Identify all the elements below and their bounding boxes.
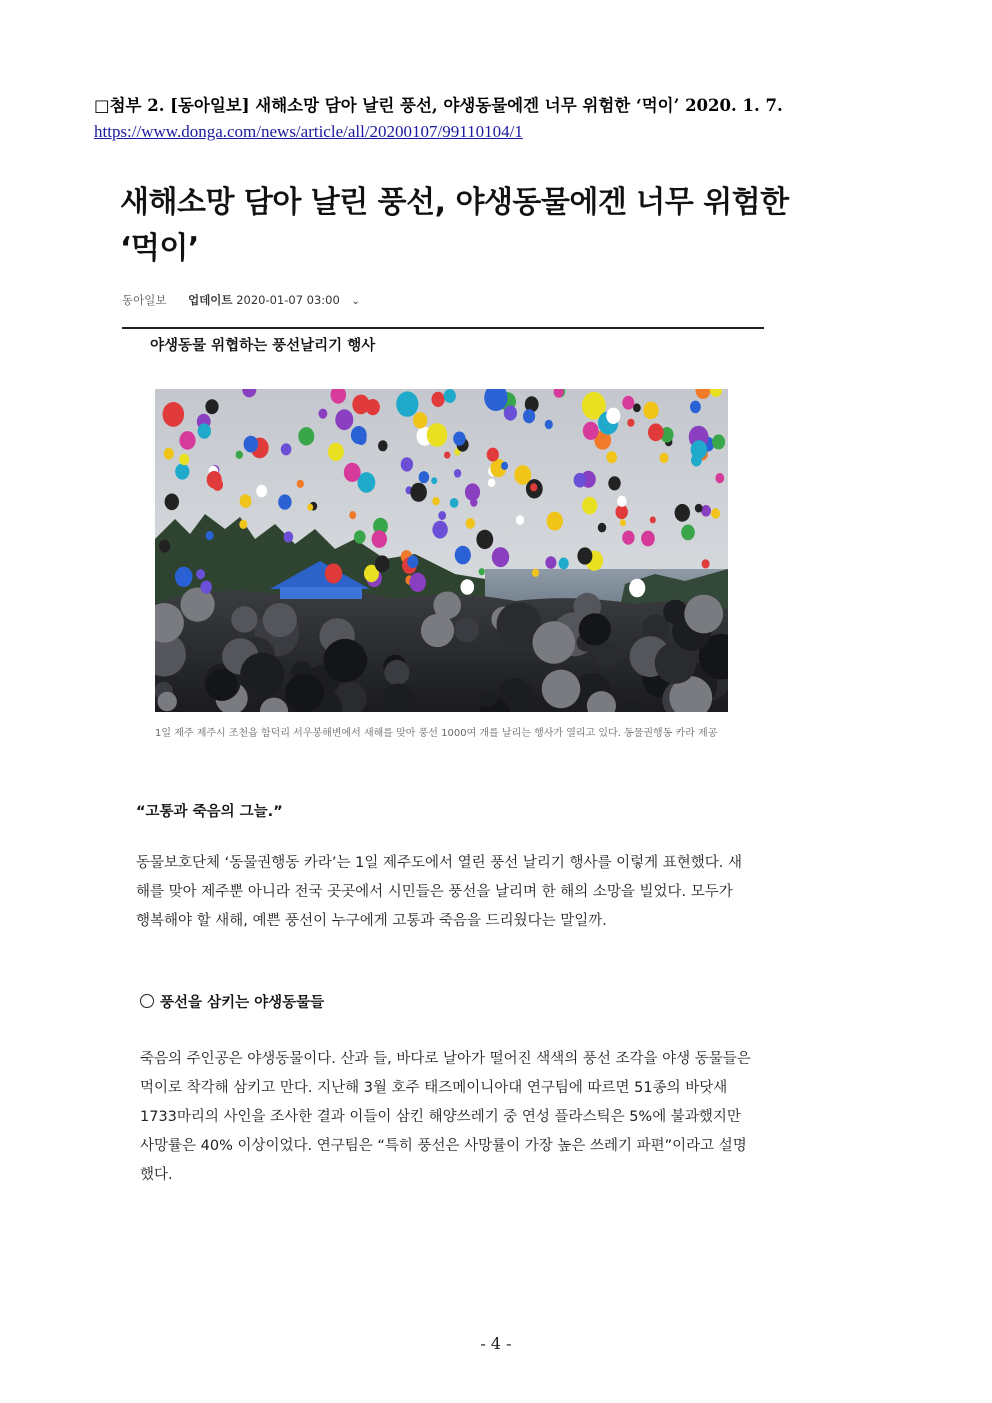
balloon (545, 556, 556, 569)
balloon (344, 463, 361, 482)
balloon (501, 462, 508, 470)
balloon (354, 530, 366, 543)
balloon (366, 399, 380, 415)
balloon (691, 454, 702, 466)
balloon (298, 427, 314, 445)
crowd-head (158, 692, 177, 711)
balloon (427, 423, 448, 447)
crowd-head (454, 617, 479, 642)
balloon (444, 452, 450, 459)
balloon (675, 504, 690, 522)
balloon (431, 477, 437, 484)
balloon (648, 423, 664, 441)
circle-bullet-icon (140, 994, 154, 1008)
balloon (598, 523, 606, 533)
body-paragraph-2: 죽음의 주인공은 야생동물이다. 산과 들, 바다로 날아가 떨어진 색색의 풍선 조각을 야생 동물들은 먹이로 착각해 삼키고 만다. 지난해 3월 호주 태즈메이니아대 연구팀에 따르면 51종의 바닷새 1733마리의 사인을 조사한 결과 이들이 삼킨 해양쓰레기 중 연성 플라스틱은 5%에 불과했지만 사망률은 40% 이상이었다. 연구팀은 “특히 풍선은 사망률이 가장 높은 쓰레기 파편”이라고 설명했다. (140, 1051, 751, 1183)
balloon (201, 581, 212, 594)
balloon (606, 451, 617, 463)
balloon (207, 471, 222, 488)
crowd-head (594, 642, 618, 666)
balloon (450, 498, 459, 508)
photo-caption: 1일 제주 제주시 조천읍 함덕리 서우봉해변에서 새해를 맞아 풍선 1000여 개를 날리는 행사가 열리고 있다. 동물권행동 카라 제공 (155, 728, 718, 739)
balloon (278, 494, 291, 509)
balloon (530, 483, 537, 491)
balloon (532, 569, 539, 577)
balloon (643, 402, 658, 420)
pull-quote: “고통과 죽음의 그늘.” (136, 804, 283, 820)
balloon (297, 480, 304, 488)
balloon (504, 405, 517, 420)
balloon (165, 494, 179, 511)
balloon (712, 434, 725, 449)
balloon (179, 454, 189, 466)
headline-line-1: 새해소망 담아 날린 풍선, 야생동물에겐 너무 위험한 (120, 185, 789, 220)
section-heading (140, 991, 324, 1012)
balloon (488, 479, 496, 488)
balloon (582, 497, 597, 515)
balloon (660, 453, 669, 463)
balloon (175, 463, 189, 479)
balloon (622, 531, 634, 545)
article-subhead: 야생동물 위협하는 풍선날리기 행사 (150, 338, 376, 354)
attachment-title: □첨부 2. [동아일보] 새해소망 담아 날린 풍선, 야생동물에겐 너무 위험한 ‘먹이’ 2020. 1. 7. (94, 96, 783, 115)
balloon (256, 485, 267, 498)
balloon (627, 419, 634, 427)
crowd-head (240, 653, 284, 697)
balloon (466, 518, 475, 529)
balloon (236, 451, 243, 459)
crowd-head (181, 588, 215, 622)
balloon (328, 443, 344, 461)
balloon (574, 473, 587, 488)
crowd-head (384, 660, 409, 685)
crowd-head (433, 592, 461, 620)
balloon (701, 505, 711, 517)
balloon (356, 433, 366, 445)
balloon (284, 531, 294, 542)
balloon (319, 409, 328, 419)
balloon (159, 540, 170, 553)
article-link[interactable]: https://www.donga.com/news/article/all/20200107/99110104/1 (94, 122, 523, 141)
crowd-head (231, 606, 257, 632)
crowd-head (479, 688, 498, 707)
balloon (372, 530, 387, 548)
crowd-head (579, 613, 611, 645)
balloon (432, 497, 439, 505)
crowd-head (542, 670, 581, 709)
balloon (461, 579, 475, 595)
balloon (325, 564, 342, 584)
balloon (711, 508, 720, 518)
article-photo (155, 389, 728, 712)
balloon (396, 391, 418, 416)
crowd-head (263, 603, 297, 637)
balloon (175, 567, 193, 587)
balloon (407, 555, 418, 568)
crowd-head (533, 621, 576, 664)
crowd-head (206, 669, 238, 701)
balloon (454, 469, 461, 478)
balloon (629, 579, 645, 598)
balloon (239, 520, 247, 529)
balloon (164, 448, 174, 460)
chevron-down-icon[interactable]: ⌄ (351, 296, 360, 307)
balloon (620, 519, 626, 526)
balloon (409, 573, 426, 592)
article-meta (122, 292, 360, 308)
balloon (715, 473, 724, 483)
balloon (559, 558, 569, 570)
balloon (583, 422, 599, 440)
header-divider (122, 327, 764, 329)
balloon (633, 403, 641, 412)
crowd-head (684, 595, 723, 634)
balloon (455, 546, 471, 565)
balloon (307, 504, 313, 511)
balloon (606, 408, 620, 424)
balloon (240, 494, 252, 508)
updated-time: 2020-01-07 03:00 (236, 293, 340, 307)
balloon (432, 392, 445, 407)
balloon (690, 401, 701, 414)
balloon (453, 432, 465, 446)
crowd-head (323, 639, 366, 682)
balloon (516, 515, 524, 525)
balloon (695, 504, 703, 513)
balloon (335, 409, 353, 430)
balloon (681, 525, 695, 541)
balloon (349, 511, 356, 519)
balloon (650, 516, 656, 523)
balloon (196, 569, 205, 579)
page-number: - 4 - (480, 1334, 512, 1353)
balloon (163, 402, 185, 427)
balloon (608, 476, 620, 490)
article-headline (120, 180, 800, 272)
balloon (179, 431, 195, 450)
balloon (547, 512, 563, 531)
balloon (205, 399, 218, 414)
article-source: 동아일보 (122, 293, 167, 307)
balloon (281, 443, 292, 455)
balloon (492, 547, 509, 567)
balloon (465, 483, 480, 500)
balloon (432, 521, 447, 539)
balloon (438, 511, 446, 520)
balloon (577, 547, 592, 564)
crowd-head (285, 674, 324, 712)
balloon (702, 559, 710, 568)
balloon (616, 505, 628, 519)
balloon (378, 440, 388, 451)
balloon (198, 423, 211, 438)
updated-label: 업데이트 (188, 293, 233, 307)
balloon (514, 465, 531, 485)
balloon (410, 483, 427, 502)
balloon (375, 555, 390, 572)
headline-line-2: ‘먹이’ (120, 231, 199, 266)
balloon (401, 457, 413, 471)
balloon (523, 409, 535, 423)
balloon (487, 448, 499, 462)
balloon (622, 396, 634, 410)
balloon (617, 496, 627, 507)
body-paragraph-1: 동물보호단체 ‘동물권행동 카라’는 1일 제주도에서 열린 풍선 날리기 행사를 이렇게 표현했다. 새해를 맞아 제주뿐 아니라 전국 곳곳에서 시민들은 풍선을 날리며 한 해의 소망을 빌었다. 모두가 행복해야 할 새해, 예쁜 풍선이 누구에게 고통과 죽음을 드리웠다는 말일까. (136, 855, 743, 929)
balloon (545, 420, 553, 429)
balloon (206, 531, 214, 540)
balloon (479, 568, 485, 575)
section-heading-text: 풍선을 삼키는 야생동물들 (160, 995, 325, 1011)
balloon (244, 436, 259, 453)
balloon (476, 530, 493, 549)
balloon (419, 471, 430, 483)
balloon (641, 531, 655, 547)
balloon (444, 389, 456, 403)
balloon (413, 412, 427, 428)
